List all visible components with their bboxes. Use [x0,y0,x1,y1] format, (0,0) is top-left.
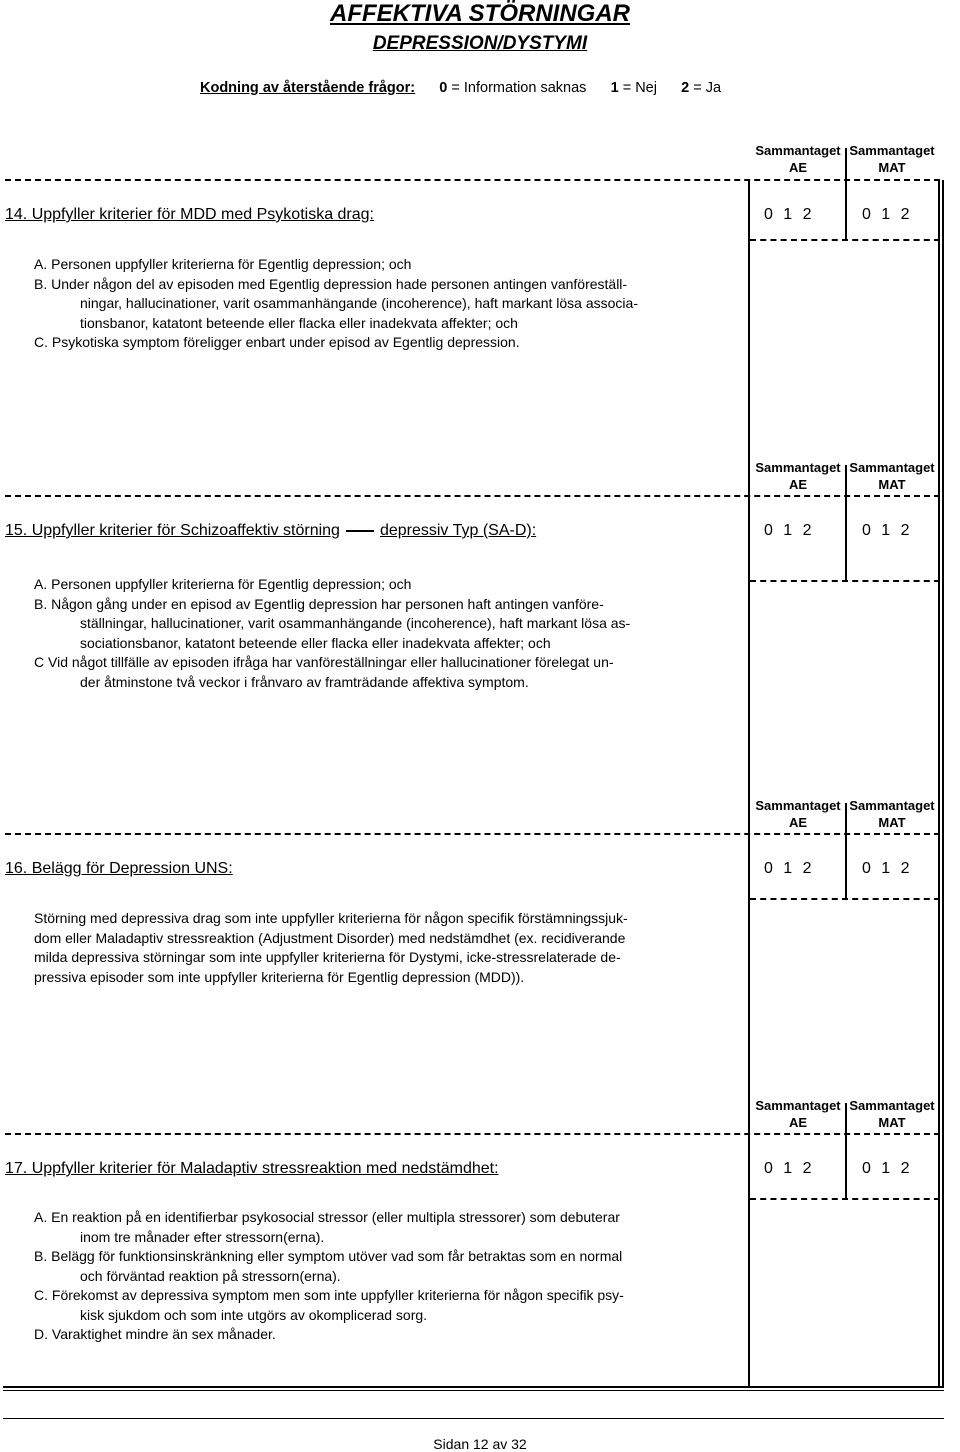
section-divider [5,179,940,181]
q17-score-divider [845,1134,847,1199]
right-border [938,180,940,1388]
q15-scores-mat[interactable]: 0 1 2 [862,522,910,539]
section-divider [5,495,940,497]
q14-item-a: A. Personen uppfyller kriterierna för Egentlig depression; och [34,256,412,272]
q14-scores-mat[interactable]: 0 1 2 [862,206,910,223]
col-mat-bottom: MAT [878,1115,906,1130]
q15-item-a: A. Personen uppfyller kriterierna för Egentlig depression; och [34,576,412,592]
col-ae-bottom: AE [788,477,808,492]
bottom-border-shadow [3,1390,944,1391]
q17-item-d: D. Varaktighet mindre än sex månader. [34,1326,276,1342]
coding-legend [200,80,721,96]
col-mat-header [846,459,938,493]
q17-scores-ae[interactable]: 0 1 2 [764,1160,812,1177]
q15-title [5,522,536,540]
col-ae-bottom: AE [788,160,808,175]
col-mat-header [846,1097,938,1131]
q14-item-c: C. Psykotiska symptom föreligger enbart under episod av Egentlig depression. [34,334,520,350]
q17-scores-mat[interactable]: 0 1 2 [862,1160,910,1177]
q14-score-underline [750,239,940,241]
q16-line-4: pressiva episoder som inte uppfyller kriterierna för Egentlig depression (MDD)). [34,968,525,985]
col-mat-top: Sammantaget [849,143,935,158]
q16-title: 16. Belägg för Depression UNS: [5,860,233,877]
q15-item-b-cont2: sociationsbanor, katatont beteende eller flacka eller inadekvata affekter; och [80,634,551,651]
q15-title-b: depressiv Typ (SA-D): [379,522,537,539]
q16-line-3: milda depressiva störningar som inte uppfyller kriterierna för Dystymi, icke-stressrelaterade de- [34,949,621,965]
q16-line-2: dom eller Maladaptiv stressreaktion (Adjustment Disorder) med nedstämdhet (ex. recidiverande [34,929,626,946]
q17-item-b-cont: och förväntad reaktion på stressorn(erna). [80,1267,341,1284]
footer-rule [3,1418,944,1419]
coding-0: 0 [439,80,448,96]
q17-item-b: B. Belägg för funktionsinskränkning eller symptom utöver vad som får betraktas som en normal [34,1248,623,1264]
q17-score-underline [750,1198,940,1200]
coding-label: Kodning av återstående frågor: [200,80,416,96]
col-divider [845,465,847,495]
col-ae-bottom: AE [788,815,808,830]
bottom-border [3,1386,944,1388]
col-mat-header [846,797,938,831]
col-divider [845,803,847,833]
q15-scores-ae[interactable]: 0 1 2 [764,522,812,539]
q16-description [34,909,734,987]
col-mat-header [846,142,938,176]
q17-criteria [34,1208,734,1345]
q16-score-underline [750,898,940,900]
q15-score-divider [845,496,847,581]
col-mat-bottom: MAT [878,477,906,492]
coding-2: 2 [681,80,690,96]
coding-1-text: = Nej [618,80,657,96]
q16-score-divider [845,834,847,899]
col-mat-top: Sammantaget [849,460,935,475]
q15-criteria [34,575,734,692]
q14-item-b: B. Under någon del av episoden med Egentlig depression hade personen antingen vanföreställ- [34,275,628,292]
q15-item-b-cont1: ställningar, hallucinationer, varit osammanhängande (incoherence), haft markant lösa as- [80,615,631,631]
col-mat-bottom: MAT [878,815,906,830]
col-ae-top: Sammantaget [755,1098,841,1113]
q14-item-b-cont2: tionsbanor, katatont beteende eller flacka eller inadekvata affekter; och [80,314,518,331]
col-ae-top: Sammantaget [755,143,841,158]
col-ae-header [752,459,844,493]
coding-2-text: = Ja [689,80,722,96]
col-divider [845,1103,847,1133]
col-ae-header [752,797,844,831]
q16-scores-ae[interactable]: 0 1 2 [764,860,812,877]
section-divider [5,1133,940,1135]
q17-item-a: A. En reaktion på en identifierbar psykosocial stressor (eller multipla stressorer) som debuterar [34,1209,620,1225]
q17-item-c-cont: kisk sjukdom och som inte utgörs av okomplicerad sorg. [80,1306,428,1323]
col-divider [845,148,847,180]
col-ae-top: Sammantaget [755,460,841,475]
q14-item-b-cont1: ningar, hallucinationer, varit osammanhängande (incoherence), haft markant lösa associa- [80,295,638,311]
section-divider [5,833,940,835]
q15-title-a: 15. Uppfyller kriterier för Schizoaffektiv störning [5,522,340,539]
q14-score-divider [845,180,847,240]
col-ae-bottom: AE [788,1115,808,1130]
col-ae-header [752,1097,844,1131]
q15-item-c-cont: der åtminstone två veckor i frånvaro av framträdande affektiva symptom. [80,673,529,690]
coding-0-text: = Information saknas [447,80,587,96]
col-ae-header [752,142,844,176]
q15-score-underline [750,580,940,582]
page-subtitle: DEPRESSION/DYSTYMI [372,33,588,54]
col-mat-bottom: MAT [878,160,906,175]
q17-item-a-cont: inom tre månader efter stressorn(erna). [80,1228,325,1245]
page-title: AFFEKTIVA STÖRNINGAR [330,0,630,27]
q14-criteria [34,255,734,353]
q17-item-c: C. Förekomst av depressiva symptom men som inte uppfyller kriterierna för någon specifik psy- [34,1287,624,1303]
q16-scores-mat[interactable]: 0 1 2 [862,860,910,877]
q15-item-c: C Vid något tillfälle av episoden ifråga har vanföreställningar eller hallucinationer förelegat un- [34,654,614,670]
right-border-inner [942,180,944,1388]
page-number: Sidan 12 av 32 [433,1436,527,1452]
coding-1: 1 [610,80,619,96]
em-dash [346,530,374,532]
score-column-left-border [748,180,750,1388]
q14-title: 14. Uppfyller kriterier för MDD med Psykotiska drag: [5,206,374,223]
q14-scores-ae[interactable]: 0 1 2 [764,206,812,223]
col-ae-top: Sammantaget [755,798,841,813]
q17-title: 17. Uppfyller kriterier för Maladaptiv stressreaktion med nedstämdhet: [5,1160,499,1177]
q16-line-1: Störning med depressiva drag som inte uppfyller kriterierna för någon specifik förstämningssjuk- [34,910,628,926]
col-mat-top: Sammantaget [849,1098,935,1113]
q15-item-b: B. Någon gång under en episod av Egentlig depression har personen haft antingen vanföre- [34,595,604,612]
col-mat-top: Sammantaget [849,798,935,813]
